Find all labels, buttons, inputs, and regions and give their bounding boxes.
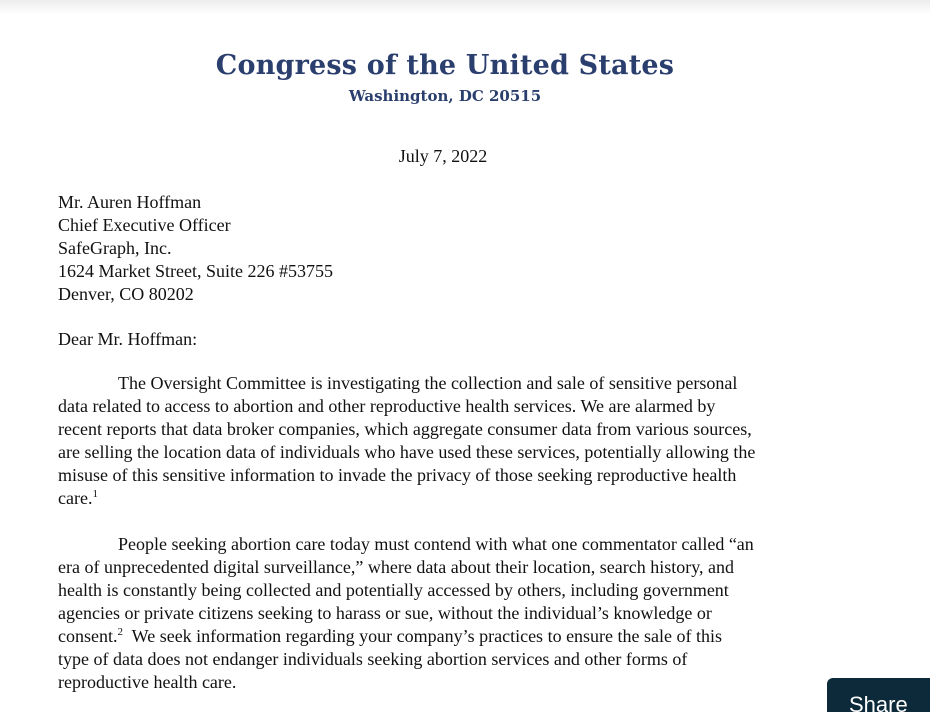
footnote-marker: 1	[92, 488, 98, 500]
recipient-title: Chief Executive Officer	[58, 215, 231, 235]
paragraph-text: consent.	[58, 626, 118, 646]
paragraph-line-last	[58, 487, 848, 510]
paragraph-line-with-footnote	[58, 625, 848, 648]
paragraph-line: People seeking abortion care today must contend with what one commentator called “an	[118, 534, 754, 554]
letterhead-subtitle: Washington, DC 20515	[348, 87, 542, 105]
salutation: Dear Mr. Hoffman:	[58, 329, 198, 349]
paragraph-line: era of unprecedented digital surveillance,” where data about their location, search history, and	[58, 557, 735, 577]
paragraph-2	[58, 533, 848, 694]
paragraph-text: care.	[58, 488, 93, 508]
letterhead	[0, 48, 890, 106]
letterhead-title: Congress of the United States	[215, 50, 675, 81]
paragraph-line: misuse of this sensitive information to invade the privacy of those seeking reproductive health	[58, 465, 737, 485]
paragraph-line: The Oversight Committee is investigating the collection and sale of sensitive personal	[118, 373, 738, 393]
paragraph-line: agencies or private citizens seeking to harass or sue, without the individual’s knowledge or	[58, 603, 712, 623]
paragraph-line: recent reports that data broker companies, which aggregate consumer data from various sources,	[58, 419, 752, 439]
paragraph-1	[58, 372, 848, 510]
recipient-name: Mr. Auren Hoffman	[58, 192, 202, 212]
recipient-city: Denver, CO 80202	[58, 284, 194, 304]
paragraph-line: data related to access to abortion and other reproductive health services. We are alarmed by	[58, 396, 716, 416]
paragraph-line: health is constantly being collected and potentially accessed by others, including government	[58, 580, 729, 600]
paragraph-line: are selling the location data of individuals who have used these services, potentially allowing the	[58, 442, 756, 462]
share-button[interactable]: Share	[827, 678, 930, 712]
paragraph-text: We seek information regarding your company’s practices to ensure the sale of this	[122, 626, 723, 646]
recipient-company: SafeGraph, Inc.	[58, 238, 172, 258]
recipient-street: 1624 Market Street, Suite 226 #53755	[58, 261, 333, 281]
paragraph-line: reproductive health care.	[58, 672, 237, 692]
paragraph-line: type of data does not endanger individuals seeking abortion services and other forms of	[58, 649, 688, 669]
recipient-address	[58, 191, 333, 306]
footnote-marker: 2	[117, 626, 123, 638]
letter-date: July 7, 2022	[398, 146, 488, 166]
top-edge-shadow	[0, 0, 930, 14]
